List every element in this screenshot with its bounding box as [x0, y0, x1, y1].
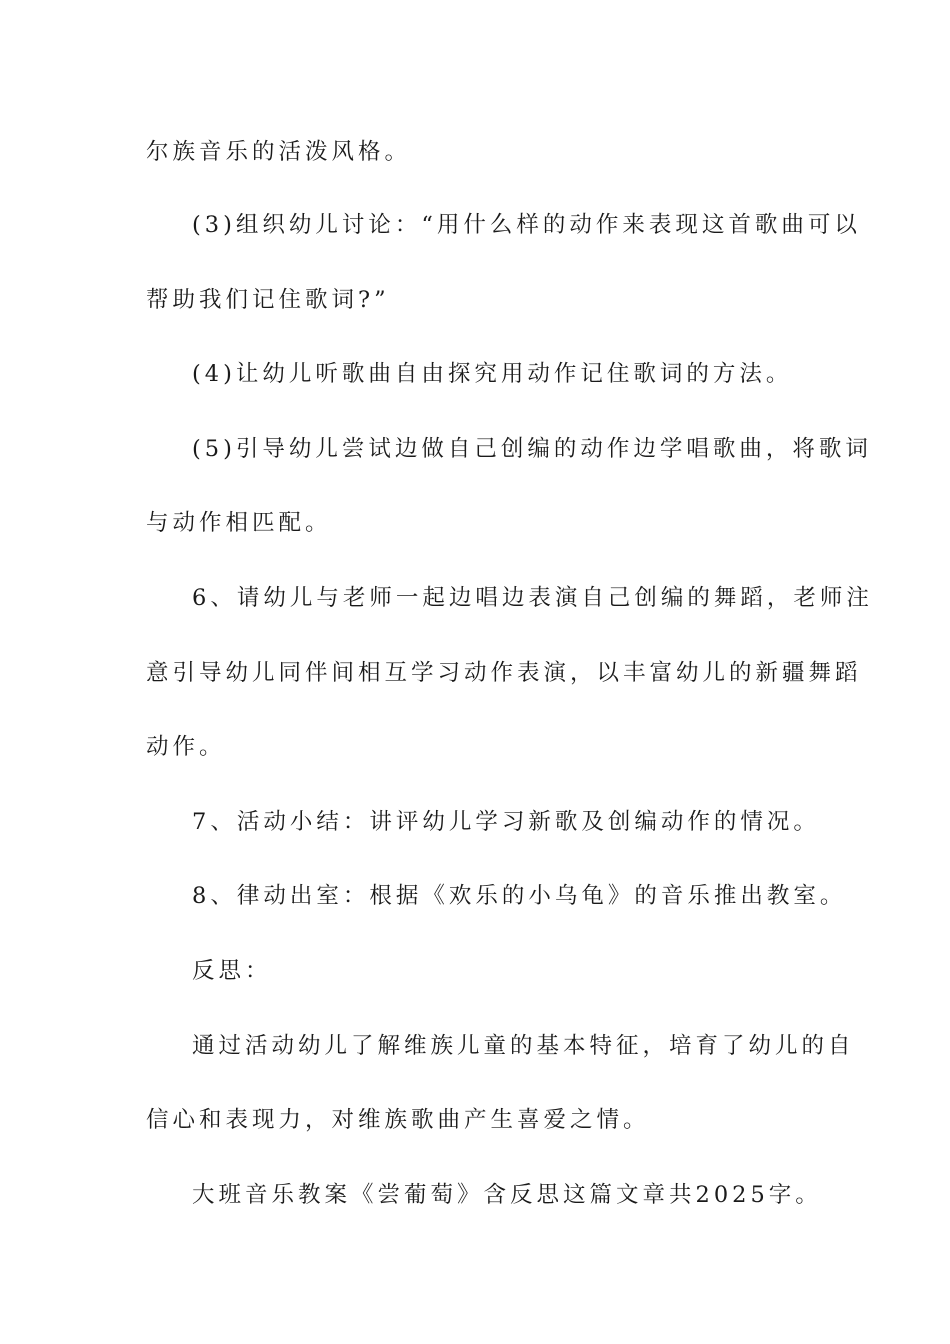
text-line: 动作。 [146, 734, 226, 760]
text-line: 帮助我们记住歌词?” [146, 287, 390, 313]
text-line: (3)组织幼儿讨论：“用什么样的动作来表现这首歌曲可以 [192, 212, 861, 238]
text-line: (5)引导幼儿尝试边做自己创编的动作边学唱歌曲，将歌词 [192, 436, 872, 462]
text-line: (4)让幼儿听歌曲自由探究用动作记住歌词的方法。 [192, 361, 793, 387]
text-line: 通过活动幼儿了解维族儿童的基本特征，培育了幼儿的自 [192, 1033, 855, 1059]
text-line: 尔族音乐的活泼风格。 [146, 139, 412, 165]
section-heading: 反思： [192, 958, 272, 984]
text-line: 大班音乐教案《尝葡萄》含反思这篇文章共2025字。 [192, 1182, 822, 1208]
text-line: 7、活动小结：讲评幼儿学习新歌及创编动作的情况。 [192, 809, 820, 835]
text-line: 与动作相匹配。 [146, 510, 332, 536]
text-line: 意引导幼儿同伴间相互学习动作表演，以丰富幼儿的新疆舞蹈 [146, 660, 862, 686]
text-line: 6、请幼儿与老师一起边唱边表演自己创编的舞蹈，老师注 [192, 585, 873, 611]
text-line: 信心和表现力，对维族歌曲产生喜爱之情。 [146, 1107, 650, 1133]
text-line: 8、律动出室：根据《欢乐的小乌龟》的音乐推出教室。 [192, 883, 847, 909]
